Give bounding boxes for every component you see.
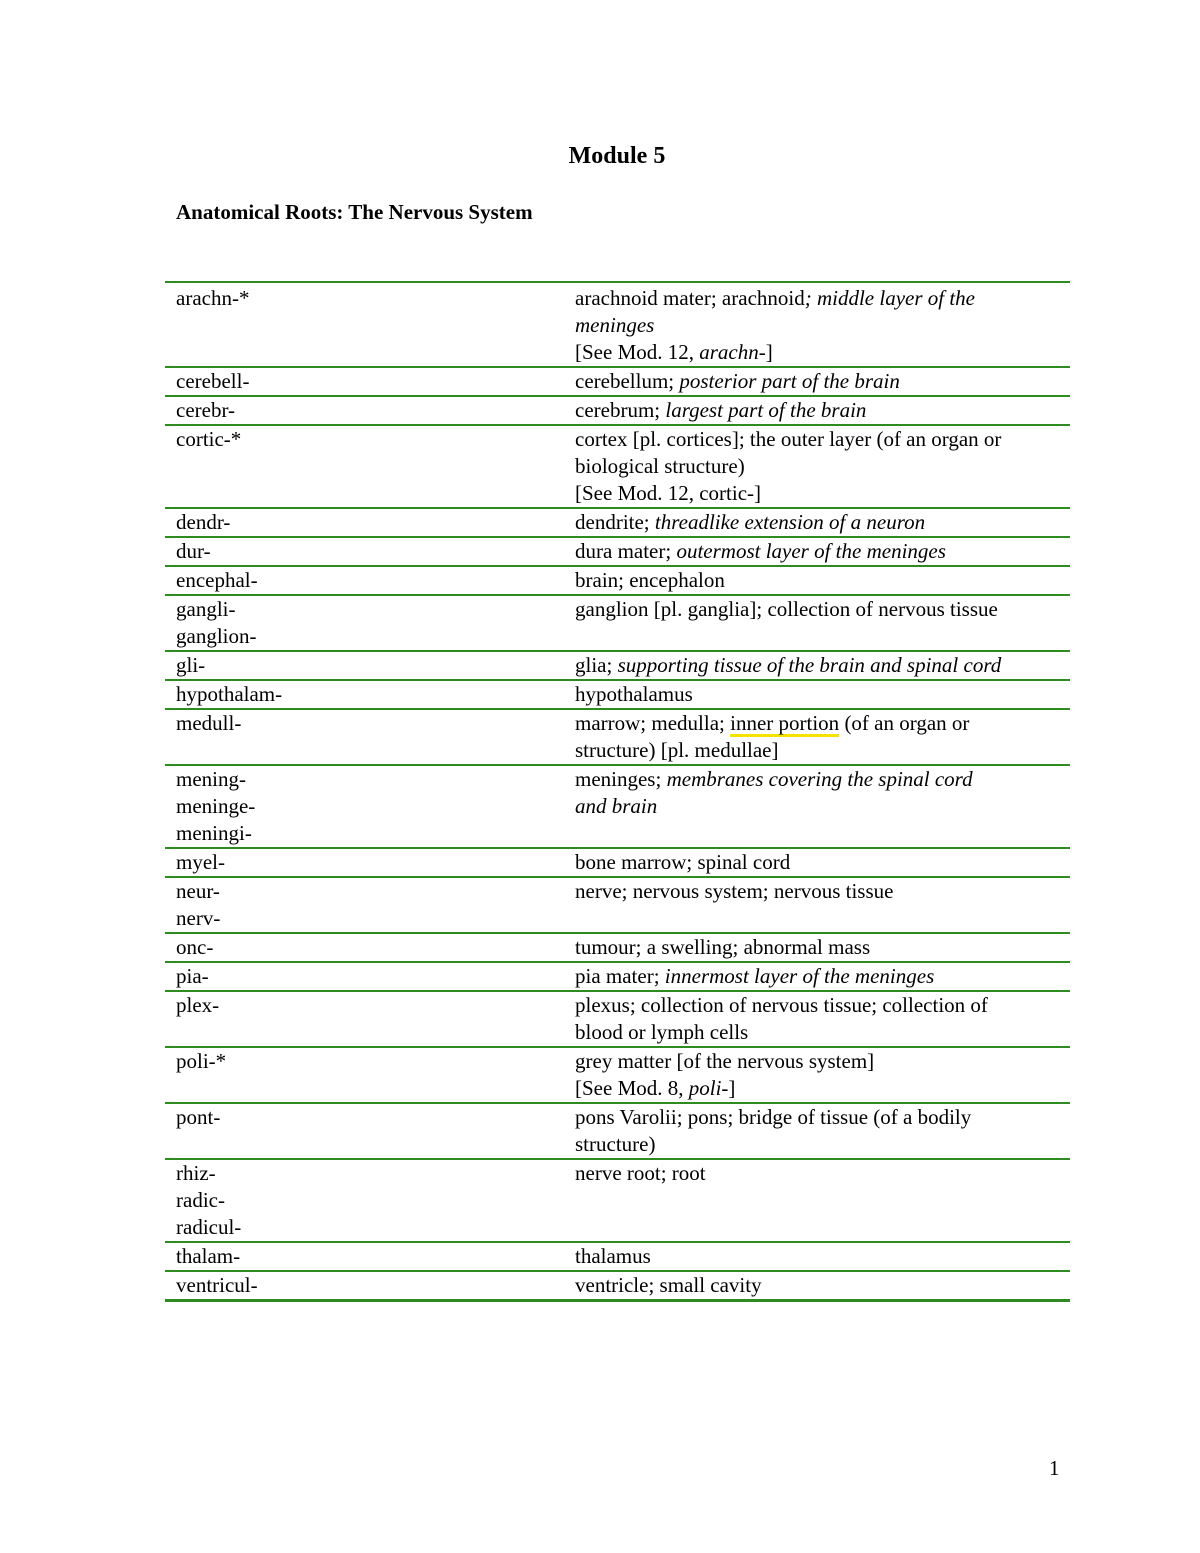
meaning-line <box>575 1160 1064 1187</box>
table-row <box>165 566 1070 595</box>
meaning-line <box>575 339 1064 366</box>
root-term: poli-* <box>176 1049 227 1073</box>
root-term: gangli- <box>176 597 236 621</box>
meaning-cell <box>564 1159 1070 1242</box>
meaning-line <box>575 992 1064 1019</box>
root-term: radic- <box>176 1188 225 1212</box>
meaning-cell <box>564 282 1070 367</box>
meaning-text: nerve root; root <box>575 1161 706 1185</box>
meaning-text: thalamus <box>575 1244 651 1268</box>
meaning-text: [See Mod. 12, <box>575 340 700 364</box>
meaning-text: largest part of the brain <box>665 398 867 422</box>
meaning-line <box>575 681 1064 708</box>
root-cell <box>165 848 564 877</box>
meaning-line <box>575 596 1064 623</box>
meaning-line <box>575 737 1064 764</box>
root-term: ganglion- <box>176 624 257 648</box>
root-term: meningi- <box>176 821 252 845</box>
meaning-text: blood or lymph cells <box>575 1020 749 1044</box>
meaning-line <box>575 1243 1064 1270</box>
meaning-line <box>575 426 1064 453</box>
meaning-text: dendrite; <box>575 510 655 534</box>
root-term: encephal- <box>176 568 258 592</box>
meaning-cell <box>564 933 1070 962</box>
root-term: pont- <box>176 1105 221 1129</box>
table-row <box>165 282 1070 367</box>
meaning-text: innermost layer of the meninges <box>664 964 935 988</box>
meaning-text: dura mater; <box>575 539 677 563</box>
meaning-cell <box>564 537 1070 566</box>
meaning-text: ventricle; small cavity <box>575 1273 762 1297</box>
meaning-line <box>575 538 1064 565</box>
table-row <box>165 425 1070 508</box>
meaning-line <box>575 1019 1064 1046</box>
meaning-line <box>575 509 1064 536</box>
root-term: myel- <box>176 850 225 874</box>
meaning-text: [See Mod. 8, <box>575 1076 689 1100</box>
table-row <box>165 1103 1070 1159</box>
meaning-text: ; middle layer of the <box>804 286 976 310</box>
meaning-text: structure) <box>575 1132 656 1156</box>
meaning-line <box>575 652 1064 679</box>
table-row <box>165 962 1070 991</box>
meaning-line <box>575 480 1064 507</box>
meaning-text: biological structure) <box>575 454 745 478</box>
root-cell <box>165 991 564 1047</box>
meaning-line <box>575 285 1064 312</box>
meaning-text: cerebrum; <box>575 398 666 422</box>
meaning-line <box>575 1104 1064 1131</box>
root-cell <box>165 651 564 680</box>
root-term: cerebr- <box>176 398 236 422</box>
root-term: dur- <box>176 539 211 563</box>
meaning-text: bone marrow; spinal cord <box>575 850 791 874</box>
meaning-text: nerve; nervous system; nervous tissue <box>575 879 894 903</box>
meaning-line <box>575 397 1064 424</box>
meaning-cell <box>564 709 1070 765</box>
page-title: Module 5 <box>568 143 666 169</box>
meaning-cell <box>564 680 1070 709</box>
root-cell <box>165 962 564 991</box>
root-cell <box>165 933 564 962</box>
table-row <box>165 709 1070 765</box>
roots-table-body <box>165 282 1070 1301</box>
meaning-text: meninges <box>575 313 655 337</box>
meaning-text: ] <box>728 1076 736 1100</box>
root-cell <box>165 537 564 566</box>
meaning-cell <box>564 1047 1070 1103</box>
meaning-cell <box>564 1242 1070 1271</box>
root-term: pia- <box>176 964 209 988</box>
meaning-line <box>575 1048 1064 1075</box>
root-term: meninge- <box>176 794 256 818</box>
root-cell <box>165 595 564 651</box>
meaning-line <box>575 567 1064 594</box>
table-row <box>165 508 1070 537</box>
highlighted-text: inner portion <box>730 711 840 735</box>
meaning-text: (of an organ or <box>839 711 970 735</box>
table-row <box>165 1271 1070 1301</box>
root-term: mening- <box>176 767 246 791</box>
meaning-text: cortex [pl. cortices]; the outer layer (of an organ or <box>575 427 1002 451</box>
table-row <box>165 1047 1070 1103</box>
table-row <box>165 877 1070 933</box>
root-cell <box>165 425 564 508</box>
meaning-cell <box>564 848 1070 877</box>
meaning-text: meninges; <box>575 767 667 791</box>
root-term: arachn-* <box>176 286 250 310</box>
root-term: dendr- <box>176 510 231 534</box>
table-row <box>165 680 1070 709</box>
meaning-text: pons Varolii; pons; bridge of tissue (of a bodily <box>575 1105 972 1129</box>
meaning-line <box>575 312 1064 339</box>
meaning-text: brain; encephalon <box>575 568 725 592</box>
meaning-line <box>575 710 1064 737</box>
meaning-line <box>575 849 1064 876</box>
meaning-line <box>575 453 1064 480</box>
section-heading: Anatomical Roots: The Nervous System <box>176 200 533 224</box>
meaning-text: outermost layer of the meninges <box>676 539 946 563</box>
root-term: gli- <box>176 653 206 677</box>
table-row <box>165 367 1070 396</box>
table-row <box>165 1242 1070 1271</box>
meaning-cell <box>564 396 1070 425</box>
root-cell <box>165 1103 564 1159</box>
meaning-cell <box>564 877 1070 933</box>
root-cell <box>165 1242 564 1271</box>
meaning-text: marrow; medulla; <box>575 711 731 735</box>
root-term: medull- <box>176 711 242 735</box>
root-term: hypothalam- <box>176 682 283 706</box>
table-row <box>165 765 1070 848</box>
root-term: onc- <box>176 935 214 959</box>
meaning-text: [See Mod. 12, cortic-] <box>575 481 762 505</box>
meaning-line <box>575 1131 1064 1158</box>
meaning-text: arachnoid mater; arachnoid <box>575 286 805 310</box>
meaning-line <box>575 368 1064 395</box>
meaning-cell <box>564 367 1070 396</box>
meaning-line <box>575 793 1064 820</box>
meaning-cell <box>564 765 1070 848</box>
root-term: rhiz- <box>176 1161 216 1185</box>
meaning-text: and brain <box>575 794 658 818</box>
root-cell <box>165 367 564 396</box>
meaning-line <box>575 766 1064 793</box>
root-cell <box>165 1047 564 1103</box>
root-cell <box>165 877 564 933</box>
root-cell <box>165 566 564 595</box>
meaning-cell <box>564 566 1070 595</box>
table-row <box>165 651 1070 680</box>
meaning-text: glia; <box>575 653 618 677</box>
meaning-text: arachn- <box>699 340 766 364</box>
meaning-text: plexus; collection of nervous tissue; collection of <box>575 993 988 1017</box>
root-term: thalam- <box>176 1244 241 1268</box>
root-cell <box>165 508 564 537</box>
meaning-cell <box>564 595 1070 651</box>
meaning-text: threadlike extension of a neuron <box>654 510 926 534</box>
meaning-text: poli- <box>688 1076 729 1100</box>
root-term: plex- <box>176 993 220 1017</box>
meaning-text: ] <box>765 340 773 364</box>
meaning-cell <box>564 651 1070 680</box>
root-term: cortic-* <box>176 427 242 451</box>
meaning-cell <box>564 425 1070 508</box>
meaning-text: pia mater; <box>575 964 665 988</box>
root-term: ventricul- <box>176 1273 258 1297</box>
page-number: 1 <box>1049 1456 1060 1480</box>
meaning-line <box>575 1272 1064 1299</box>
meaning-line <box>575 963 1064 990</box>
meaning-cell <box>564 1103 1070 1159</box>
root-cell <box>165 1271 564 1301</box>
table-row <box>165 595 1070 651</box>
meaning-text: ganglion [pl. ganglia]; collection of nervous tissue <box>575 597 998 621</box>
meaning-text: membranes covering the spinal cord <box>666 767 973 791</box>
meaning-text: structure) [pl. medullae] <box>575 738 779 762</box>
roots-table <box>165 281 1070 1302</box>
meaning-cell <box>564 962 1070 991</box>
root-cell <box>165 680 564 709</box>
table-row <box>165 537 1070 566</box>
meaning-line <box>575 878 1064 905</box>
root-cell <box>165 709 564 765</box>
root-term: nerv- <box>176 906 221 930</box>
table-row <box>165 991 1070 1047</box>
meaning-text: posterior part of the brain <box>679 369 900 393</box>
table-row <box>165 848 1070 877</box>
table-row <box>165 396 1070 425</box>
table-row <box>165 1159 1070 1242</box>
meaning-cell <box>564 1271 1070 1301</box>
meaning-line <box>575 1075 1064 1102</box>
meaning-cell <box>564 991 1070 1047</box>
root-term: cerebell- <box>176 369 250 393</box>
root-cell <box>165 282 564 367</box>
root-term: neur- <box>176 879 220 903</box>
meaning-text: supporting tissue of the brain and spinal cord <box>617 653 1002 677</box>
root-cell <box>165 765 564 848</box>
meaning-cell <box>564 508 1070 537</box>
meaning-text: tumour; a swelling; abnormal mass <box>575 935 871 959</box>
meaning-text: hypothalamus <box>575 682 693 706</box>
root-term: radicul- <box>176 1215 242 1239</box>
table-row <box>165 933 1070 962</box>
meaning-text: grey matter [of the nervous system] <box>575 1049 875 1073</box>
root-cell <box>165 1159 564 1242</box>
meaning-line <box>575 934 1064 961</box>
root-cell <box>165 396 564 425</box>
meaning-text: cerebellum; <box>575 369 680 393</box>
